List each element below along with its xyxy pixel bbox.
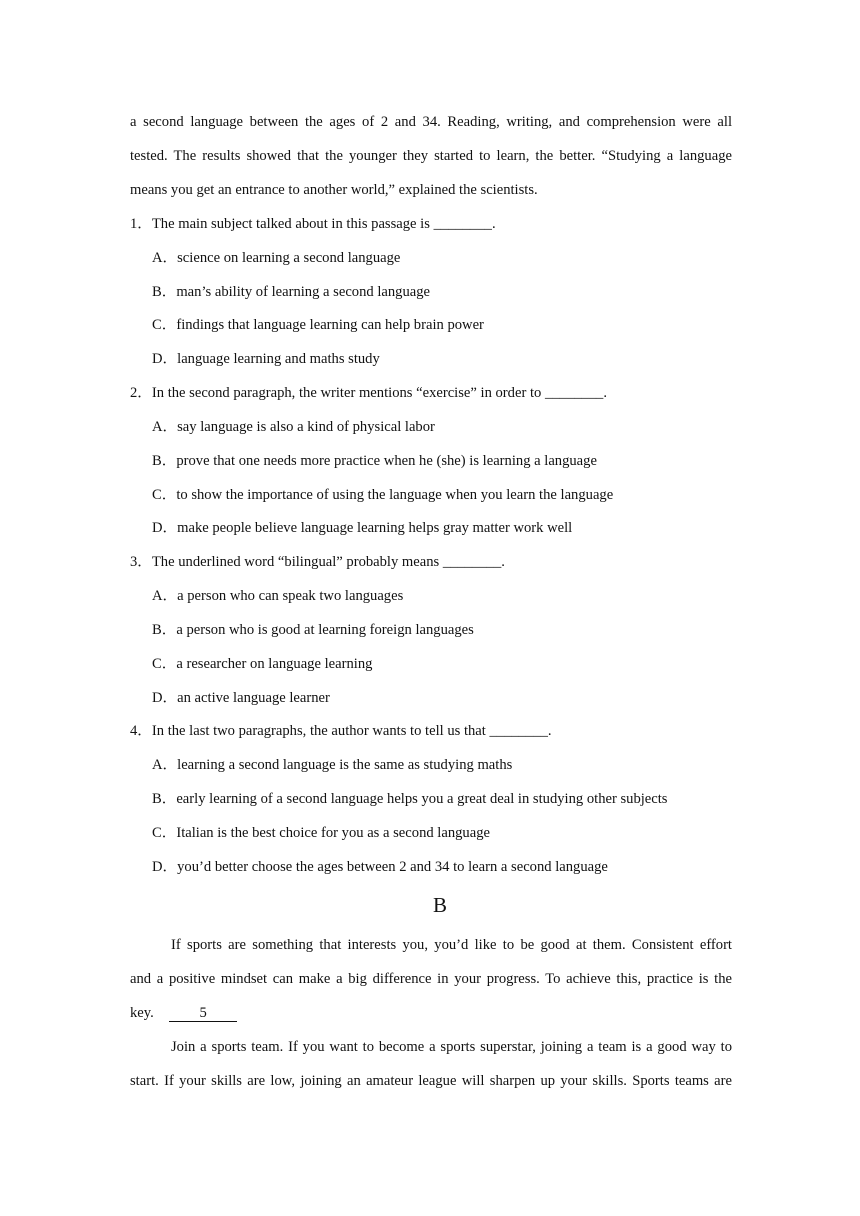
question-3-stem: 3．The underlined word “bilingual” probably means ________.	[130, 554, 505, 570]
question-4-option-b: B．early learning of a second language helps you a great deal in studying other subjects	[152, 791, 668, 807]
question-3-option-d: D．an active language learner	[152, 690, 330, 706]
section-b-para-1-line-1: If sports are something that interests you, you’d like to be good at them. Consistent effort	[171, 937, 732, 953]
question-3-option-a: A．a person who can speak two languages	[152, 588, 404, 604]
section-b-para-1-line-3	[130, 1003, 732, 1023]
question-3-option-c: C．a researcher on language learning	[152, 656, 373, 672]
section-b-para-2-line-1: Join a sports team. If you want to become a sports superstar, joining a team is a good way to	[171, 1039, 732, 1055]
question-4-option-a: A．learning a second language is the same as studying maths	[152, 757, 513, 773]
question-4-option-c: C．Italian is the best choice for you as a second language	[152, 825, 490, 841]
passage-a-line-1: a second language between the ages of 2 and 34. Reading, writing, and comprehension were all	[130, 114, 732, 130]
question-2-option-d: D．make people believe language learning helps gray matter work well	[152, 520, 573, 536]
question-1-option-d: D．language learning and maths study	[152, 351, 380, 367]
passage-a-line-3: means you get an entrance to another world,” explained the scientists.	[130, 182, 538, 198]
section-b-para-2-line-2: start. If your skills are low, joining an amateur league will sharpen up your skills. Sports teams are	[130, 1073, 732, 1089]
passage-a-line-2: tested. The results showed that the younger they started to learn, the better. “Studying a language	[130, 148, 732, 164]
question-3-option-b: B．a person who is good at learning foreign languages	[152, 622, 474, 638]
section-b-para-1-line-2: and a positive mindset can make a big difference in your progress. To achieve this, practice is the	[130, 971, 732, 987]
question-4-option-d: D．you’d better choose the ages between 2 and 34 to learn a second language	[152, 859, 608, 875]
question-1-stem: 1．The main subject talked about in this passage is ________.	[130, 216, 496, 232]
question-1-option-b: B．man’s ability of learning a second language	[152, 284, 431, 300]
question-2-stem: 2．In the second paragraph, the writer mentions “exercise” in order to ________.	[130, 385, 607, 401]
question-2-option-a: A．say language is also a kind of physical labor	[152, 419, 435, 435]
question-2-option-b: B．prove that one needs more practice when he (she) is learning a language	[152, 453, 597, 469]
question-4-stem: 4．In the last two paragraphs, the author wants to tell us that ________.	[130, 723, 552, 739]
question-2-option-c: C．to show the importance of using the language when you learn the language	[152, 487, 614, 503]
question-1-option-c: C．findings that language learning can help brain power	[152, 317, 484, 333]
answer-blank-5[interactable]: 5	[169, 1005, 237, 1022]
section-b-para-1-key: key.	[130, 1005, 154, 1021]
section-b-heading: B	[432, 893, 447, 917]
question-1-option-a: A．science on learning a second language	[152, 250, 401, 266]
